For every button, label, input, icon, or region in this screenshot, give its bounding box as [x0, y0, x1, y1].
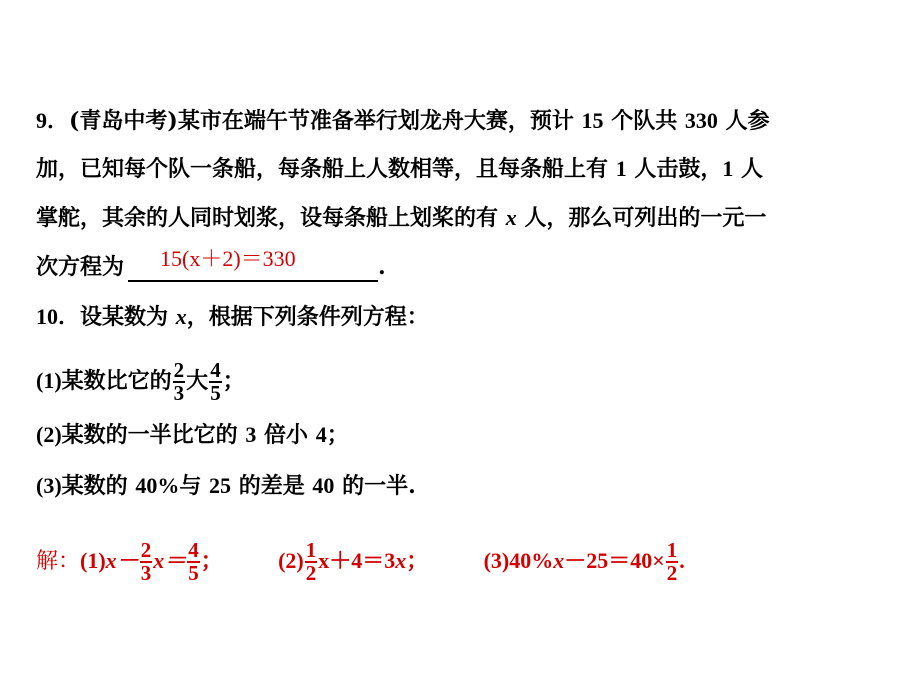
item-number: 40% — [135, 473, 180, 498]
solution-separator: ； — [406, 548, 429, 574]
solution-separator: ； — [200, 548, 223, 574]
solution-expression: －25＝40× — [564, 548, 665, 573]
solution-variable: x — [395, 548, 407, 573]
item-text: ； — [326, 422, 349, 448]
fraction-numerator: 4 — [188, 538, 199, 562]
item-text: 的一半. — [342, 473, 416, 499]
item-text: 某数比它的 — [61, 368, 172, 394]
q9-text: 次方程为 — [36, 254, 125, 280]
q9-answer: 15(x＋2)＝330 — [160, 246, 296, 271]
solution-prefix: 解： — [36, 549, 81, 574]
solution-period: . — [679, 548, 685, 573]
fraction-numerator: 2 — [173, 358, 185, 382]
fraction-denominator: 3 — [173, 381, 185, 405]
answer-blank — [128, 246, 378, 282]
fraction — [666, 540, 679, 584]
item-number: 3 — [245, 422, 257, 447]
item-text: 的差是 — [238, 473, 305, 499]
item-number: 25 — [209, 473, 232, 498]
q10-text: 设某数为 — [80, 304, 169, 330]
q9-text: 人参 — [725, 108, 770, 134]
q10-dot: ． — [58, 304, 81, 330]
solution-variable: x — [553, 548, 565, 573]
q9-source: (青岛中考) — [69, 108, 178, 134]
fraction — [187, 540, 200, 584]
item-label: (3) — [36, 473, 62, 498]
item-text: 倍小 — [264, 422, 309, 448]
item-text: 某数的 — [61, 473, 128, 499]
q10-intro — [36, 302, 429, 332]
fraction — [209, 360, 222, 404]
q9-text: 某市在端午节准备举行划龙舟大赛，预计 — [177, 108, 574, 134]
solution-line — [36, 540, 685, 584]
fraction-numerator: 4 — [210, 358, 221, 382]
solution-expression: 40% — [509, 548, 554, 573]
fraction — [140, 540, 153, 584]
item-label: (1) — [36, 368, 62, 393]
q9-text: 人 — [741, 156, 764, 182]
q10-variable: x — [175, 304, 187, 329]
solution-expression: x－ — [105, 548, 139, 573]
solution-expression: x＝ — [153, 548, 187, 573]
q9-dot: ． — [47, 108, 70, 134]
item-text: ； — [222, 368, 245, 394]
q9-text: 人，那么可列出的一元一 — [524, 205, 767, 231]
fraction — [305, 540, 318, 584]
solution-expression: x＋4＝3 — [318, 548, 396, 573]
solution-label: (3) — [483, 548, 510, 573]
item-text: 大 — [186, 368, 209, 394]
fraction — [173, 360, 186, 404]
q9-drummer-count: 1 — [615, 156, 627, 181]
q9-text: 掌舵，其余的人同时划浆，设每条船上划桨的有 — [36, 205, 499, 231]
q10-item-1 — [36, 360, 245, 404]
q9-line-2 — [36, 154, 763, 184]
item-label: (2) — [36, 422, 62, 447]
fraction-numerator: 2 — [140, 538, 152, 562]
q10-text: ，根据下列条件列方程： — [186, 304, 429, 330]
q9-variable: x — [505, 205, 517, 230]
q10-item-2 — [36, 420, 349, 450]
q9-line-4 — [36, 246, 386, 282]
q10-number: 10 — [36, 304, 58, 329]
q9-team-count: 15 — [581, 108, 604, 133]
fraction-denominator: 2 — [666, 561, 678, 585]
q9-text: 人击鼓， — [634, 156, 723, 182]
item-number: 40 — [312, 473, 335, 498]
fraction-denominator: 2 — [305, 561, 317, 585]
q9-people-count: 330 — [684, 108, 718, 133]
q9-line-3 — [36, 203, 766, 233]
q9-text: 加，已知每个队一条船，每条船上人数相等，且每条船上有 — [36, 156, 609, 182]
fraction-numerator: 1 — [666, 538, 678, 562]
fraction-denominator: 5 — [188, 561, 199, 585]
q9-number: 9 — [36, 108, 47, 133]
q9-text: 个队共 — [611, 108, 678, 134]
q9-period: . — [378, 254, 386, 280]
fraction-denominator: 3 — [140, 561, 152, 585]
fraction-denominator: 5 — [210, 381, 221, 405]
fraction-numerator: 1 — [305, 538, 317, 562]
solution-label: (2) — [278, 548, 304, 573]
q10-item-3 — [36, 471, 416, 501]
solution-label: (1) — [80, 548, 106, 573]
item-text: 与 — [179, 473, 202, 499]
q9-helmsman-count: 1 — [722, 156, 734, 181]
q9-line-1 — [36, 106, 770, 136]
item-number: 4 — [315, 422, 327, 447]
item-text: 某数的一半比它的 — [61, 422, 238, 448]
